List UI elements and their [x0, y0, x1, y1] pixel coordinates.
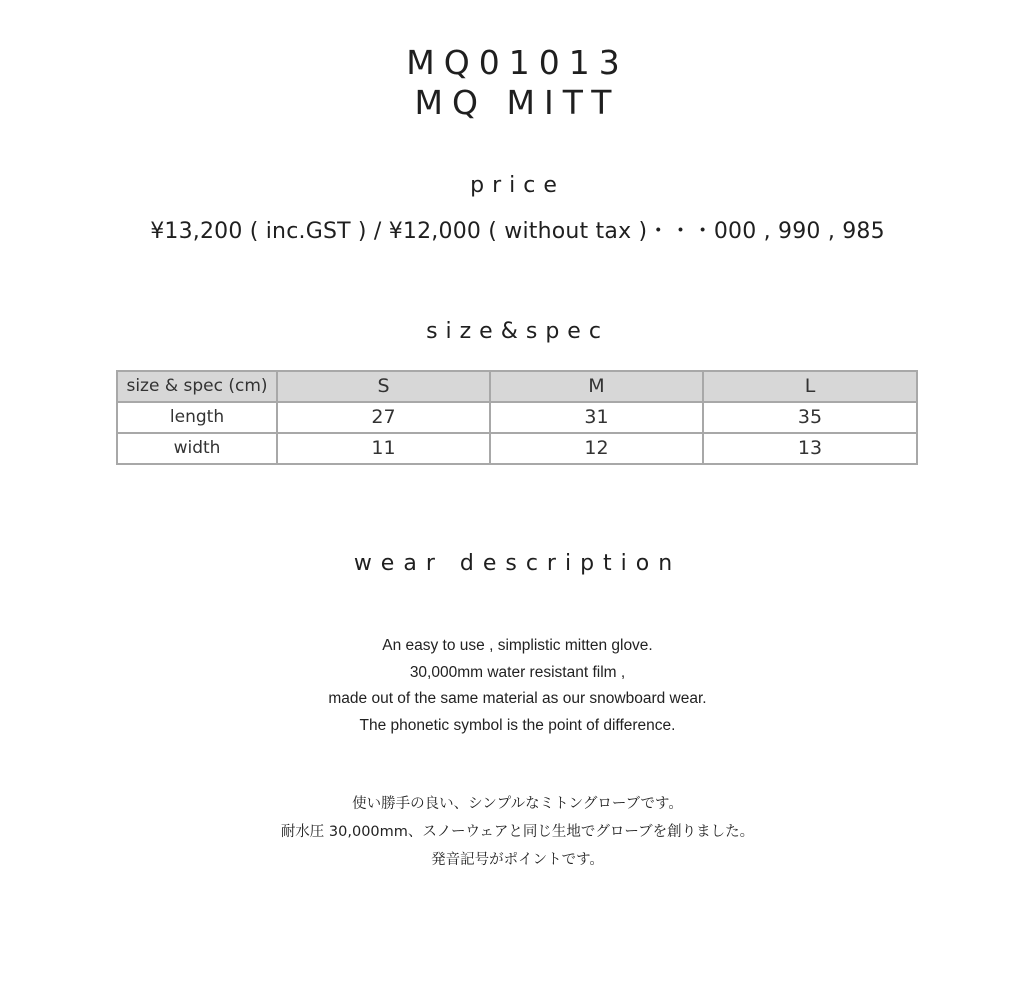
column-header: size & spec (cm): [117, 371, 277, 402]
description-line-ja: 使い勝手の良い、シンプルなミトングローブです。: [352, 796, 683, 812]
description-line: An easy to use , simplistic mitten glove.: [382, 637, 653, 654]
table-cell: 12: [490, 433, 703, 464]
wear-description-title: wear description: [353, 551, 682, 576]
table-row: [117, 433, 917, 464]
description-line: The phonetic symbol is the point of difference.: [359, 717, 676, 735]
table-cell: 35: [703, 402, 917, 433]
table-row: [117, 402, 917, 433]
table-cell: 31: [490, 402, 703, 433]
description-line: made out of the same material as our snowboard wear.: [328, 690, 707, 708]
size-spec-table: [116, 370, 918, 465]
table-cell: 13: [703, 433, 917, 464]
table-cell: 11: [277, 433, 490, 464]
description-japanese: [0, 790, 1035, 874]
price-title: price: [470, 173, 565, 198]
description-line-ja: 耐水圧 30,000mm、スノーウェアと同じ生地でグローブを創りました。: [280, 824, 755, 840]
description-line: 30,000mm water resistant film ,: [409, 663, 626, 681]
price-line: ¥13,200 ( inc.GST ) / ¥12,000 ( without tax )・・・000 , 990 , 985: [150, 219, 885, 244]
row-label: length: [117, 402, 277, 433]
column-header: S: [277, 371, 490, 402]
table-cell: 27: [277, 402, 490, 433]
table-header-row: [117, 371, 917, 402]
product-code: MQ01013: [406, 43, 629, 82]
row-label: width: [117, 433, 277, 464]
description-english: [0, 633, 1035, 740]
size-spec-title: size&spec: [426, 319, 609, 344]
column-header: L: [703, 371, 917, 402]
product-header: [0, 43, 1035, 123]
product-name: MQ MITT: [414, 83, 621, 122]
description-line-ja: 発音記号がポイントです。: [431, 852, 604, 868]
column-header: M: [490, 371, 703, 402]
